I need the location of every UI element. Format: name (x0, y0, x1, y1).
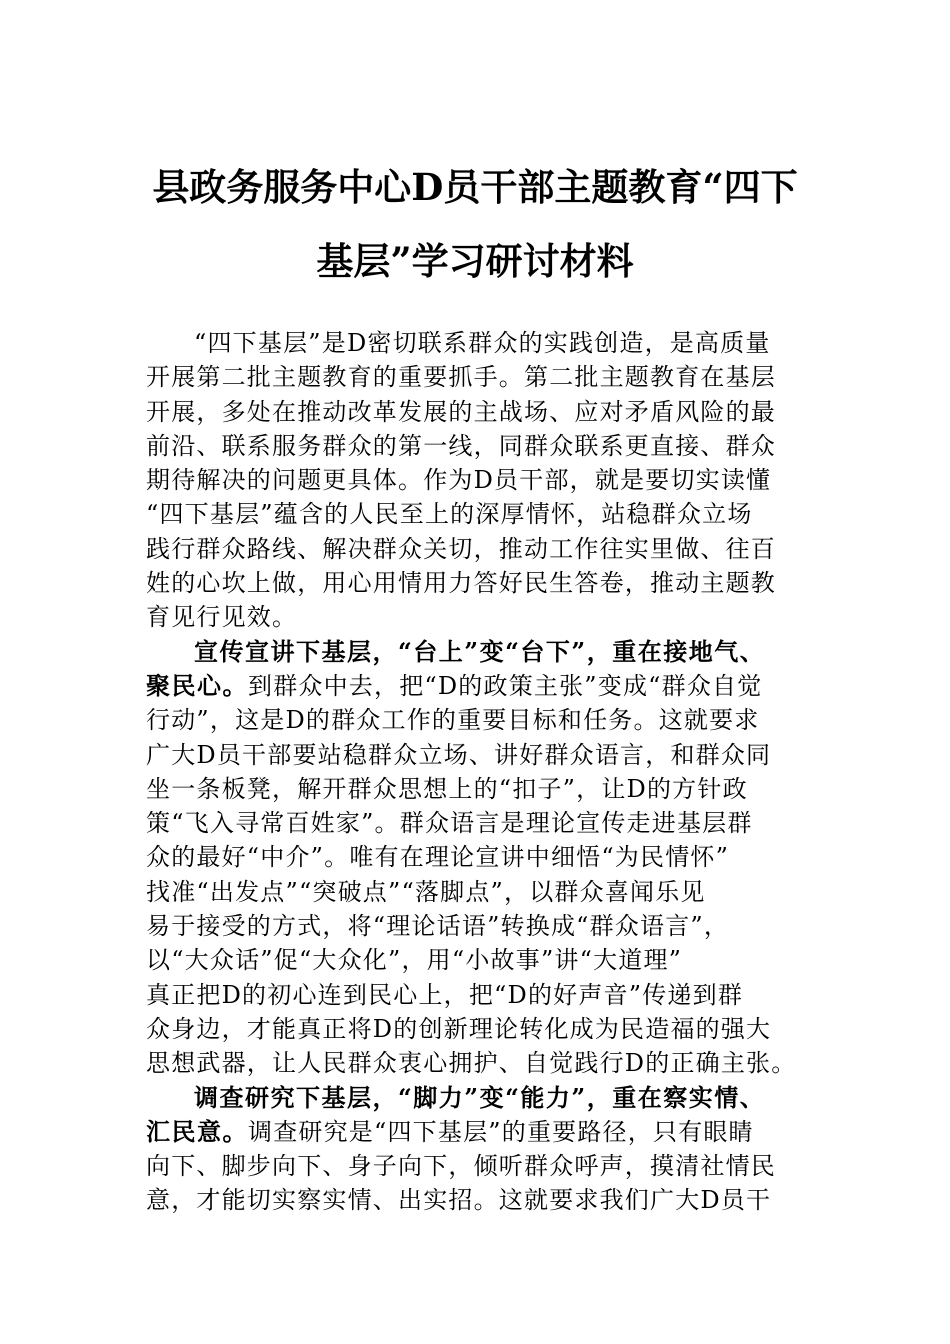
text-line: 坐一条板凳，解开群众思想上的“扣子”，让D的方针政 (146, 774, 748, 803)
text-line: 育见行见效。 (146, 603, 298, 632)
paragraph-research (146, 1081, 816, 1218)
section-heading: 宣传宣讲下基层，“台上”变“台下”，重在接地气、 (194, 636, 766, 666)
paragraph-publicity (146, 635, 816, 1081)
text-run: 调查研究是“四下基层”的重要路径，只有眼睛 (248, 1117, 754, 1146)
text-line: 广大D员干部要站稳群众立场、讲好群众语言，和群众同 (146, 740, 772, 769)
text-line: 向下、脚步向下、身子向下，倾听群众呼声，摸清社情民 (146, 1152, 776, 1181)
text-line: 思想武器，让人民群众衷心拥护、自觉践行D的正确主张。 (146, 1049, 797, 1078)
section-heading-tail: 聚民心。 (146, 670, 248, 700)
text-line: 前沿、联系服务群众的第一线，同群众联系更直接、群众 (146, 431, 776, 460)
text-line: 众的最好“中介”。唯有在理论宣讲中细悟“为民情怀” (146, 843, 730, 872)
paragraph-intro (146, 326, 816, 635)
text-line (146, 669, 816, 703)
text-line: 期待解决的问题更具体。作为D员干部，就是要切实读懂 (146, 466, 772, 495)
text-line: 策“飞入寻常百姓家”。群众语言是理论宣传走进基层群 (146, 809, 753, 838)
document-title (140, 150, 810, 298)
text-line: 开展，多处在推动改革发展的主战场、应对矛盾风险的最 (146, 397, 776, 426)
text-line: 开展第二批主题教育的重要抓手。第二批主题教育在基层 (146, 363, 776, 392)
text-line: 众身边，才能真正将D的创新理论转化成为民造福的强大 (146, 1014, 772, 1043)
text-line: “四下基层”是D密切联系群众的实践创造，是高质量 (194, 329, 771, 357)
text-line: 以“大众话”促“大众化”，用“小故事”讲“大道理” (146, 946, 683, 975)
text-line: 行动”，这是D的群众工作的重要目标和任务。这就要求 (146, 706, 760, 735)
text-line: 找准“出发点”“突破点”“落脚点”，以群众喜闻乐见 (146, 877, 706, 906)
text-line: 姓的心坎上做，用心用情用力答好民生答卷，推动主题教 (146, 569, 776, 598)
title-line-1: 县政务服务中心D员干部主题教育“四下 (152, 165, 798, 209)
text-line (146, 1115, 816, 1149)
text-line: “四下基层”蕴含的人民至上的深厚情怀，站稳群众立场 (146, 500, 753, 529)
section-heading-tail: 汇民意。 (146, 1116, 248, 1146)
title-line-2: 基层”学习研讨材料 (316, 239, 634, 283)
document-body (146, 326, 816, 1218)
text-line: 易于接受的方式，将“理论话语”转换成“群众语言”， (146, 912, 730, 941)
text-run: 到群众中去，把“D的政策主张”变成“群众自觉 (248, 671, 763, 700)
text-line: 真正把D的初心连到民心上，把“D的好声音”传递到群 (146, 980, 744, 1009)
text-line: 意，才能切实察实情、出实招。这就要求我们广大D员干 (146, 1186, 772, 1215)
section-heading: 调查研究下基层，“脚力”变“能力”，重在察实情、 (194, 1082, 766, 1112)
text-line: 践行群众路线、解决群众关切，推动工作往实里做、往百 (146, 534, 776, 563)
